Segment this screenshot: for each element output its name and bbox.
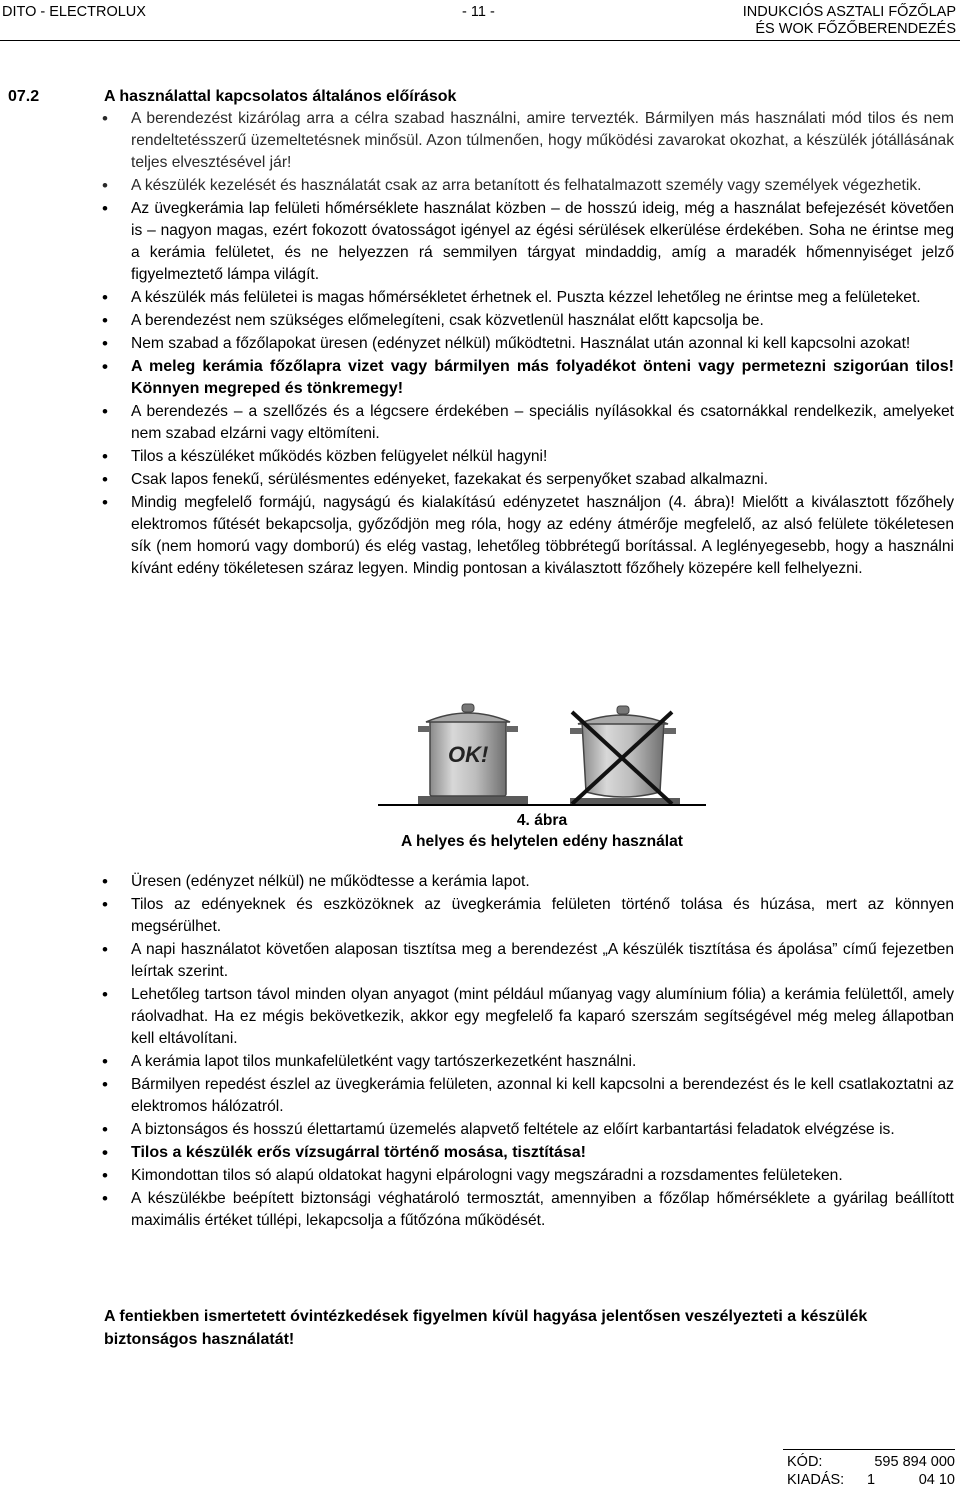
footer-code-value: 595 894 000 (874, 1454, 955, 1470)
section-number: 07.2 (8, 88, 40, 105)
rules-list-lower (102, 871, 954, 1233)
figure-divider (378, 804, 706, 806)
list-item: • A berendezést nem szükséges előmelegíteni, csak közvetlenül használat előtt kapcsolja be. (102, 310, 954, 332)
footer-divider (783, 1449, 955, 1450)
figure-title: A helyes és helytelen edény használat (401, 833, 683, 850)
list-item: • Nem szabad a főzőlapokat üresen (edényzet nélkül) működtetni. Használat után azonnal ki kell kapcsolni azokat! (102, 333, 954, 355)
page-footer (787, 1453, 955, 1489)
footer-edition-date: 04 10 (918, 1472, 955, 1488)
list-item: • A kerámia lapot tilos munkafelületként vagy tartószerkezetként használni. (102, 1051, 954, 1073)
pot-illustration (390, 700, 690, 810)
pot-figure (390, 700, 690, 810)
good-pot-icon (418, 704, 528, 804)
figure-caption (300, 810, 784, 852)
footer-edition-value: 1 (867, 1472, 876, 1488)
list-item: • A készülékbe beépített biztonsági véghatároló termosztát, amennyiben a főzőlap hőmérséklete a gyárilag beállított maximális értéket túllépi, lekapcsolja a fűtőzóna működését. (102, 1188, 954, 1232)
list-item: • A biztonságos és hosszú élettartamú üzemelés alapvető feltétele az előírt karbantartási feladatok elvégzése is. (102, 1119, 954, 1141)
list-item: • Lehetőleg tartson távol minden olyan anyagot (mint például műanyag vagy alumínium fólia) a kerámia felülettől, amely ráolvadhat. Ha ez mégis bekövetkezik, akkor egy megfelelő fa kaparó szerszám segítségével még meleg állapotban kell eltávolítani. (102, 984, 954, 1050)
list-item: • A berendezés – a szellőzés és a légcsere érdekében – speciális nyílásokkal és csatornákkal rendelkezik, amelyeket nem szabad elzárni vagy eltömíteni. (102, 401, 954, 445)
list-item: • Bármilyen repedést észlel az üvegkerámia felületen, azonnal ki kell kapcsolni a berendezést és le kell csatlakoztatni az elektromos hálózatról. (102, 1074, 954, 1118)
header-product (743, 4, 956, 38)
footer-edition-label: KIADÁS: (787, 1472, 845, 1488)
footer-code-row (787, 1453, 955, 1471)
section-title: A használattal kapcsolatos általános előírások (104, 88, 457, 105)
header-product-line1: INDUKCIÓS ASZTALI FŐZŐLAP (742, 4, 956, 20)
list-item: • Tilos a készüléket működés közben felügyelet nélkül hagyni! (102, 446, 954, 468)
page-header (0, 0, 960, 41)
rules-list-upper (102, 108, 954, 581)
list-item: • Kimondottan tilos só alapú oldatokat hagyni elpárologni vagy megszáradni a rozsdamentes felületeken. (102, 1165, 954, 1187)
safety-warning: A fentiekben ismertetett óvintézkedések figyelmen kívül hagyása jelentősen veszélyezteti a készülék biztonságos használatát! (104, 1308, 868, 1348)
list-item: • Üresen (edényzet nélkül) ne működtesse a kerámia lapot. (102, 871, 954, 893)
list-item-bold: • Tilos a készülék erős vízsugárral történő mosása, tisztítása! (102, 1142, 954, 1164)
footer-edition-row (787, 1471, 955, 1489)
list-item: • Csak lapos fenekű, sérülésmentes edényeket, fazekakat és serpenyőket szabad alkalmazni. (102, 469, 954, 491)
list-item: • A berendezést kizárólag arra a célra szabad használni, amire tervezték. Bármilyen más használati mód tilos és nem rendeltetésszerű üzemeltetésnek minősül. Azon túlmenően, hogy működési zavarokat okozhat, a készülék jótállásának teljes elvesztésével jár! (102, 108, 954, 174)
list-item: • Az üvegkerámia lap felületi hőmérséklete használat közben – de hosszú ideig, még a használat befejezését követően is – nagyon magas, ezért fokozott óvatosságot igényel az égési sérülések elkerülése érdekében. Soha ne érintse meg a kerámia felületet, és ne helyezzen rá semmilyen tárgyat mindaddig, amíg a maradék hőmennyiséget jelző figyelmeztető lámpa világít. (102, 198, 954, 286)
figure-number: 4. ábra (516, 812, 568, 829)
list-item: • A készülék más felületei is magas hőmérsékletet érhetnek el. Puszta kézzel lehetőleg ne érintse meg a felületeket. (102, 287, 954, 309)
header-product-line2: ÉS WOK FŐZŐBERENDEZÉS (755, 21, 956, 37)
footer-code-label: KÓD: (787, 1454, 823, 1470)
header-page-number: - 11 - (462, 4, 495, 20)
list-item-bold: • A meleg kerámia főzőlapra vizet vagy bármilyen más folyadékot önteni vagy permetezni szigorúan tilos! Könnyen megreped és tönkremegy! (102, 356, 954, 400)
section-heading (8, 87, 948, 107)
header-company: DITO - ELECTROLUX (2, 4, 146, 20)
list-item: • A napi használatot követően alaposan tisztítsa meg a berendezést „A készülék tisztítása és ápolása” című fejezetben leírtak szerint. (102, 939, 954, 983)
list-item: • A készülék kezelését és használatát csak az arra betanított és felhatalmazott személy vagy személyek végezhetik. (102, 175, 954, 197)
list-item: • Tilos az edényeknek és eszközöknek az üvegkerámia felületen történő tolása és húzása, mert az könnyen megsérülhet. (102, 894, 954, 938)
bad-pot-icon (570, 706, 680, 806)
ok-label: OK! (448, 742, 489, 767)
list-item: • Mindig megfelelő formájú, nagyságú és kialakítású edényzetet használjon (4. ábra)! Mielőtt a kiválasztott főzőhely elektromos fűtését bekapcsolja, győződjön meg róla, hogy az edény átmérője megfelelő, az alsó felülete tökéletesen sík (nem homorú vagy domború) és elég vastag, lehetőleg többrétegű borítással. A leglényegesebb, hogy a használni kívánt edény tökéletesen száraz legyen. Mindig pontosan a kiválasztott főzőhely közepére kell felhelyezni. (102, 492, 954, 580)
